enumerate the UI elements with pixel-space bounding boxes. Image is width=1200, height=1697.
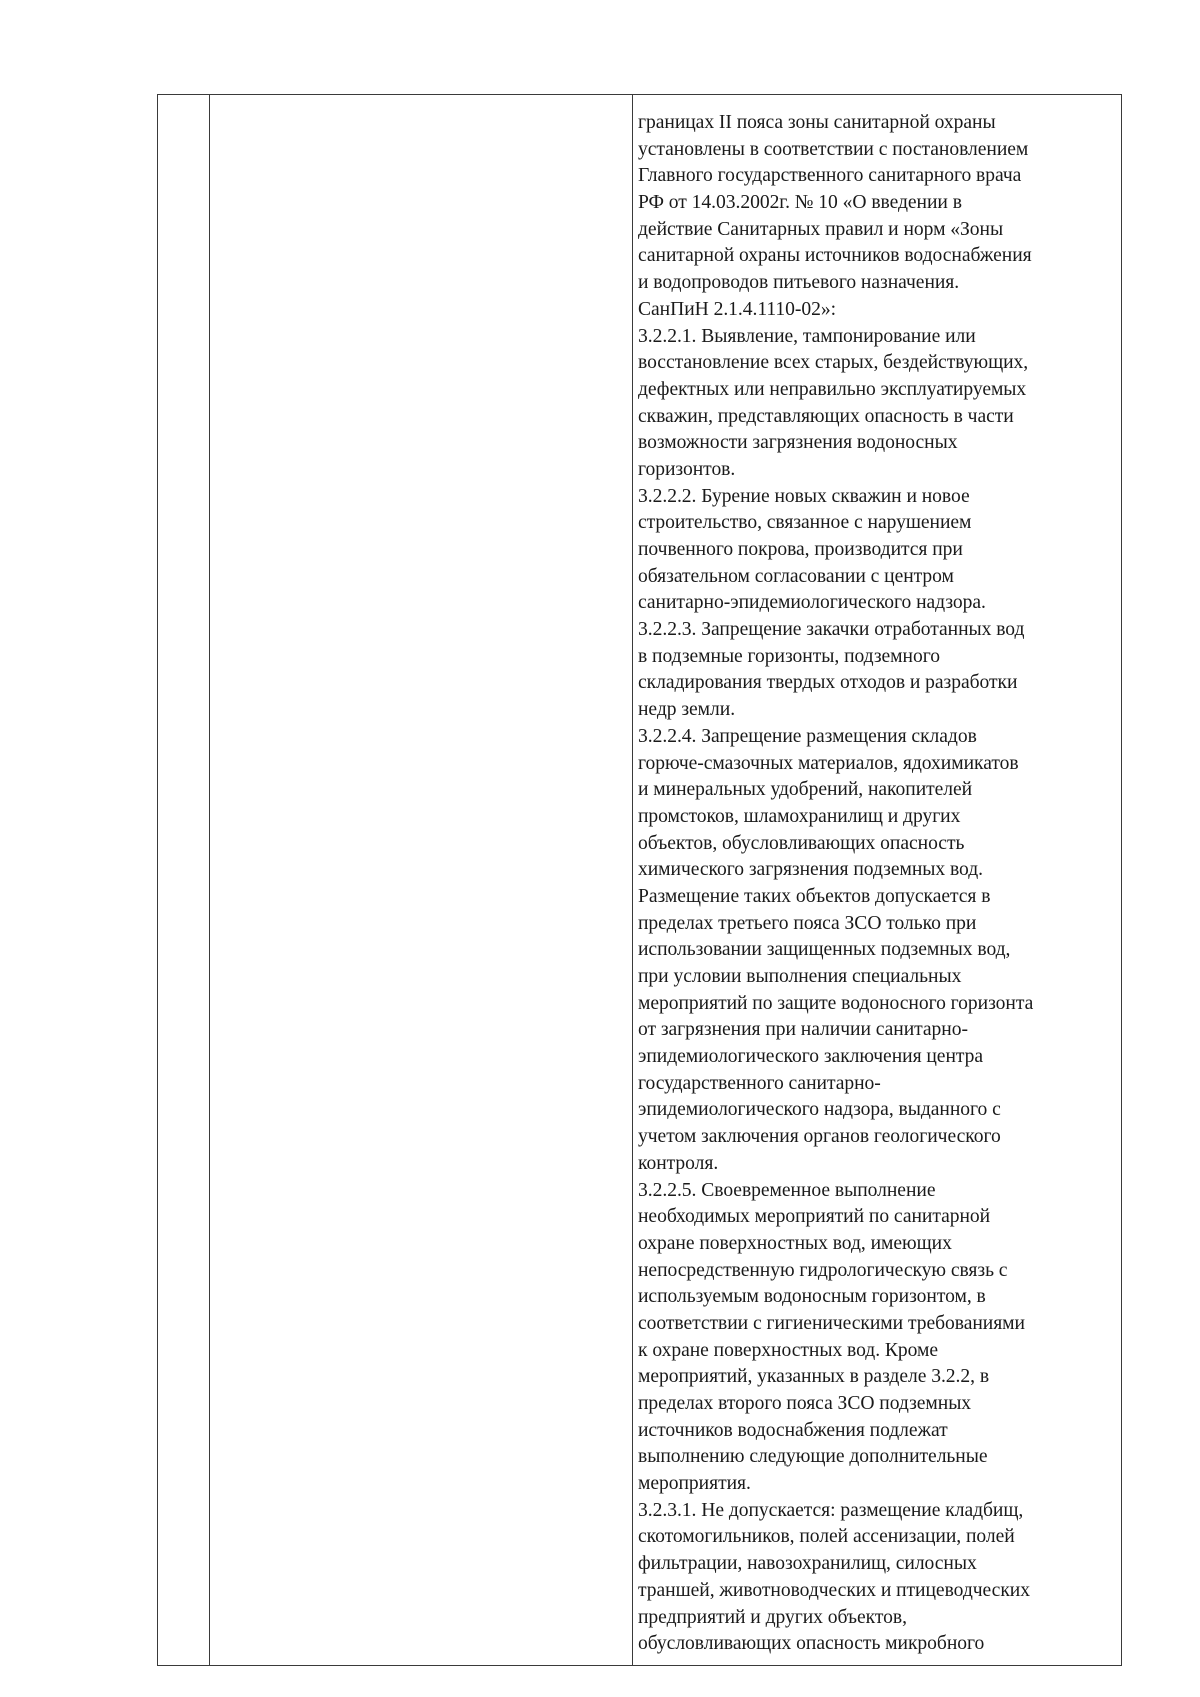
content-line: скотомогильников, полей ассенизации, полей (638, 1526, 1015, 1548)
content-line: санитарной охраны источников водоснабжения (638, 245, 1032, 267)
content-line: государственного санитарно- (638, 1072, 881, 1094)
content-line: 3.2.2.1. Выявление, тампонирование или (638, 325, 976, 347)
content-line: действие Санитарных правил и норм «Зоны (638, 218, 1004, 240)
content-line: эпидемиологического надзора, выданного с (638, 1099, 1001, 1121)
content-line: Размещение таких объектов допускается в (638, 885, 991, 907)
content-line: источников водоснабжения подлежат (638, 1419, 948, 1441)
content-line: пределах третьего пояса ЗСО только при (638, 912, 977, 934)
content-line: и минеральных удобрений, накопителей (638, 779, 973, 801)
content-line: восстановление всех старых, бездействующих, (638, 352, 1029, 374)
content-line: предприятий и других объектов, (638, 1606, 907, 1628)
content-line: 3.2.2.2. Бурение новых скважин и новое (638, 485, 970, 507)
content-line: Главного государственного санитарного врача (638, 165, 1022, 187)
content-line: пределах второго пояса ЗСО подземных (638, 1393, 972, 1414)
content-line: эпидемиологического заключения центра (638, 1046, 984, 1068)
content-line: границах II пояса зоны санитарной охраны (638, 112, 996, 133)
content-line: обусловливающих опасность микробного (638, 1633, 985, 1655)
content-line: 3.2.3.1. Не допускается: размещение кладбищ, (638, 1499, 1024, 1521)
content-line: 3.2.2.5. Своевременное выполнение (638, 1179, 936, 1201)
content-line: учетом заключения органов геологического (638, 1126, 1001, 1148)
content-line: непосредственную гидрологическую связь с (638, 1259, 1008, 1281)
content-line: СанПиН 2.1.4.1110-02»: (638, 298, 837, 320)
content-line: используемым водоносным горизонтом, в (638, 1286, 986, 1308)
content-line: к охране поверхностных вод. Кроме (638, 1339, 939, 1361)
content-line: строительство, связанное с нарушением (638, 512, 972, 534)
table-cell-name (210, 95, 633, 1665)
content-line: горюче-смазочных материалов, ядохимикатов (638, 752, 1019, 774)
content-line: при условии выполнения специальных (638, 966, 962, 987)
table-cell-index (158, 95, 210, 1665)
content-line: мероприятий по защите водоносного горизонта (638, 992, 1034, 1014)
table-cell-content (633, 95, 1121, 1665)
content-line: мероприятий, указанных в разделе 3.2.2, в (638, 1366, 990, 1388)
content-line: соответствии с гигиеническими требованиями (638, 1312, 1025, 1334)
content-line: контроля. (638, 1152, 719, 1174)
content-line: химического загрязнения подземных вод. (638, 859, 983, 881)
content-line: РФ от 14.03.2002г. № 10 «О введении в (638, 192, 962, 214)
document-table (157, 94, 1122, 1666)
content-line: обязательном согласовании с центром (638, 565, 954, 587)
content-line: горизонтов. (638, 458, 736, 480)
content-line: мероприятия. (638, 1473, 751, 1495)
content-line: санитарно-эпидемиологического надзора. (638, 592, 986, 614)
content-line: фильтрации, навозохранилищ, силосных (638, 1553, 977, 1575)
content-line: недр земли. (638, 699, 736, 721)
content-line: и водопроводов питьевого назначения. (638, 272, 960, 294)
content-line: объектов, обусловливающих опасность (638, 832, 965, 854)
content-line: скважин, представляющих опасность в части (638, 405, 1014, 427)
content-line: в подземные горизонты, подземного (638, 645, 940, 667)
content-line: возможности загрязнения водоносных (638, 432, 958, 454)
content-line: от загрязнения при наличии санитарно- (638, 1019, 968, 1041)
content-line: охране поверхностных вод, имеющих (638, 1232, 952, 1254)
content-line: установлены в соответствии с постановлением (638, 138, 1029, 160)
content-line: выполнению следующие дополнительные (638, 1446, 988, 1468)
content-line: промстоков, шламохранилищ и других (638, 805, 961, 827)
content-line: 3.2.2.3. Запрещение закачки отработанных вод (638, 619, 1025, 641)
content-line: траншей, животноводческих и птицеводческих (638, 1579, 1030, 1601)
content-line: дефектных или неправильно эксплуатируемых (638, 378, 1027, 400)
content-line: 3.2.2.4. Запрещение размещения складов (638, 725, 977, 747)
content-line: необходимых мероприятий по санитарной (638, 1206, 991, 1228)
content-line: складирования твердых отходов и разработки (638, 672, 1018, 694)
content-line: почвенного покрова, производится при (638, 539, 963, 560)
content-line: использовании защищенных подземных вод, (638, 939, 1011, 961)
